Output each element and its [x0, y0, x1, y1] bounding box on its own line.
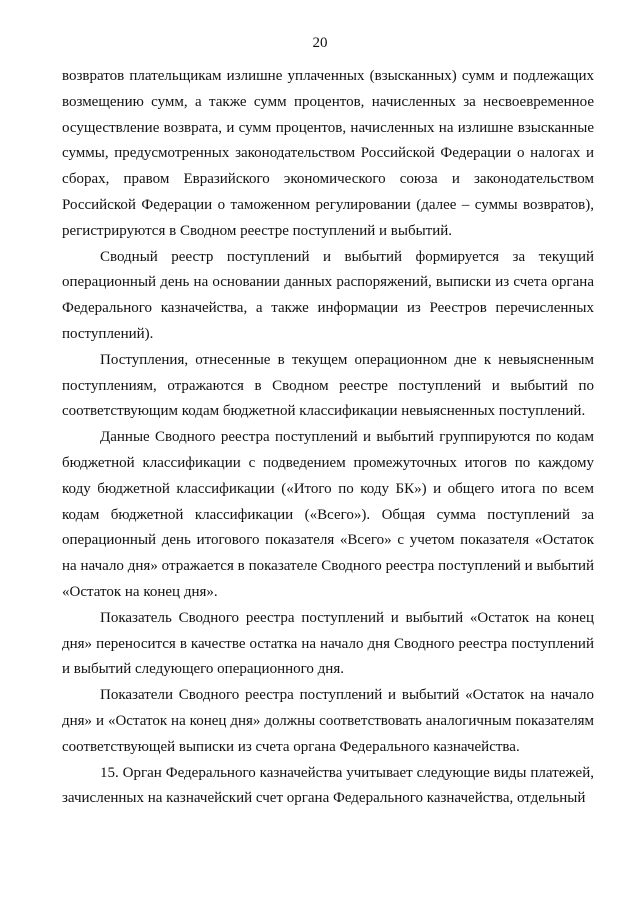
document-body [62, 64, 594, 812]
paragraph-7: 15. Орган Федерального казначейства учитывает следующие виды платежей, зачисленных на казначейский счет органа Федерального казначейства, отдельный [62, 764, 594, 807]
paragraph-6: Показатели Сводного реестра поступлений и выбытий «Остаток на начало дня» и «Остаток на конец дня» должны соответствовать аналогичным показателям соответствующей выписки из счета органа Федерального казначейства. [62, 687, 594, 755]
paragraph-2: Сводный реестр поступлений и выбытий формируется за текущий операционный день на основании данных распоряжений, выписки из счета органа Федерального казначейства, а также информации из Реестров перечисленных поступлений). [62, 248, 594, 342]
page-number: 20 [312, 35, 328, 51]
paragraph-1: возвратов плательщикам излишне уплаченных (взысканных) сумм и подлежащих возмещению сумм, а также сумм процентов, начисленных за несвоевременное осуществление возврата, и сумм процентов, начисленных на излишне взысканные суммы, предусмотренных законодательством Российской Федерации о налогах и сборах, правом Евразийского экономического союза и законодательством Российской Федерации о таможенном регулировании (далее – суммы возвратов), регистрируются в Сводном реестре поступлений и выбытий. [62, 68, 594, 239]
paragraph-5: Показатель Сводного реестра поступлений и выбытий «Остаток на конец дня» переносится в качестве остатка на начало дня Сводного реестра поступлений и выбытий следующего операционного дня. [62, 609, 594, 678]
paragraph-3: Поступления, отнесенные в текущем операционном дне к невыясненным поступлениям, отражаются в Сводном реестре поступлений и выбытий по соответствующим кодам бюджетной классификации невыясненных поступлений. [62, 351, 594, 420]
paragraph-4: Данные Сводного реестра поступлений и выбытий группируются по кодам бюджетной классификации с подведением промежуточных итогов по каждому коду бюджетной классификации («Итого по коду БК») и общего итога по всем кодам бюджетной классификации («Всего»). Общая сумма поступлений за операционный день итогового показателя «Всего» с учетом показателя «Остаток на начало дня» отражается в показателе Сводного реестра поступлений и выбытий «Остаток на конец дня». [62, 429, 594, 600]
